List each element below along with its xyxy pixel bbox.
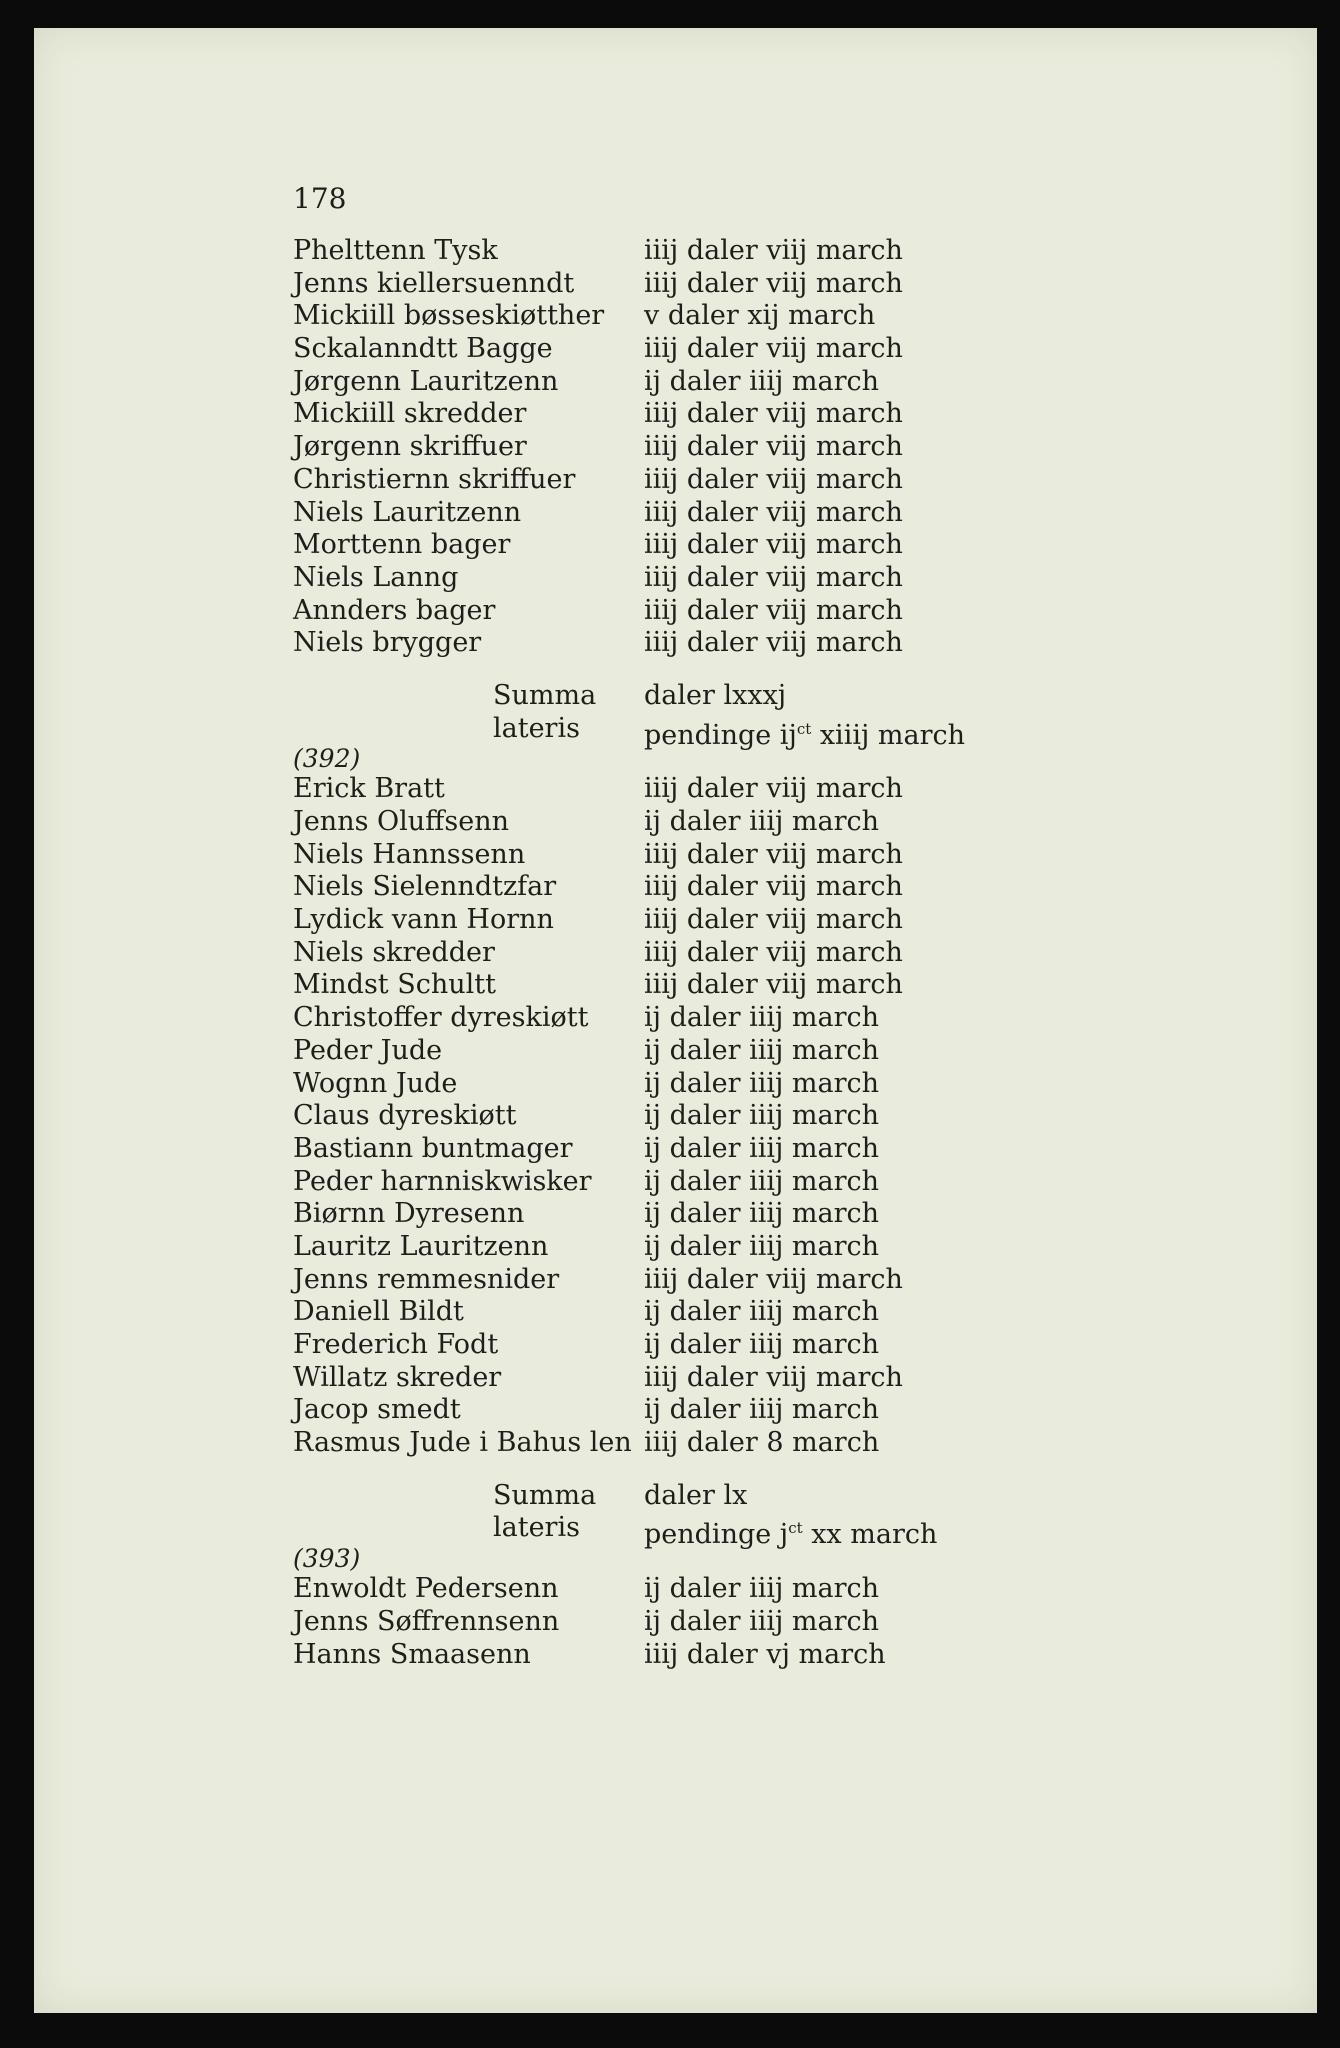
entry-name: Wognn Jude bbox=[293, 1067, 458, 1099]
page-number: 178 bbox=[293, 182, 347, 215]
entry-name: Christoffer dyreskiøtt bbox=[293, 1002, 589, 1034]
lateris-value-superscript: ct bbox=[788, 1519, 803, 1538]
summa-value: daler lxxxj bbox=[644, 679, 787, 711]
summa-row bbox=[293, 680, 965, 713]
ledger-entry bbox=[293, 871, 965, 904]
entry-name: Phelttenn Tysk bbox=[293, 235, 498, 266]
entry-name: Mickiill bøsseskiøtther bbox=[293, 300, 605, 332]
entry-name: Jørgenn skriffuer bbox=[293, 431, 527, 463]
entry-name: Hanns Smaasenn bbox=[293, 1638, 531, 1670]
ledger-entry bbox=[293, 1264, 965, 1297]
entry-amount: iiij daler viij march bbox=[644, 1361, 903, 1393]
entry-amount: ij daler iiij march bbox=[644, 1002, 880, 1034]
ledger-entry bbox=[293, 1329, 965, 1362]
lateris-row bbox=[293, 712, 966, 751]
ledger-entry bbox=[293, 1166, 965, 1199]
entry-amount: ij daler iiij march bbox=[644, 1573, 880, 1605]
entry-amount: iiij daler viij march bbox=[644, 594, 903, 626]
entry-amount: iiij daler viij march bbox=[644, 627, 903, 659]
entry-name: Enwoldt Pedersenn bbox=[293, 1573, 559, 1605]
ledger-entry bbox=[293, 1427, 965, 1460]
entry-amount: iiij daler viij march bbox=[644, 431, 903, 463]
ledger-entry bbox=[293, 806, 965, 839]
entry-name: Jenns remmesnider bbox=[293, 1263, 560, 1295]
entry-amount: iiij daler viij march bbox=[644, 838, 903, 870]
entry-name: Niels skredder bbox=[293, 936, 495, 968]
entry-amount: iiij daler viij march bbox=[644, 969, 903, 1001]
entry-name: Erick Bratt bbox=[293, 773, 445, 805]
ledger-entry bbox=[293, 1133, 965, 1166]
ledger-entry bbox=[293, 562, 965, 595]
lateris-value bbox=[644, 713, 966, 751]
ledger-entry bbox=[293, 627, 965, 660]
entry-amount: ij daler iiij march bbox=[644, 1165, 880, 1197]
entry-name: Claus dyreskiøtt bbox=[293, 1100, 517, 1132]
ledger-entry bbox=[293, 268, 965, 301]
ledger-entry bbox=[293, 1296, 965, 1329]
ledger-entry bbox=[293, 904, 965, 937]
entry-name: Rasmus Jude i Bahus len bbox=[293, 1427, 632, 1459]
entry-amount: iiij daler viij march bbox=[644, 496, 903, 528]
ledger-content bbox=[293, 183, 965, 1671]
entry-amount: iiij daler 8 march bbox=[644, 1427, 880, 1459]
entry-name: Niels Sielenndtzfar bbox=[293, 871, 557, 903]
ledger-entry bbox=[293, 1100, 965, 1133]
entry-amount: iiij daler viij march bbox=[644, 871, 903, 903]
entry-name: Niels Hannssenn bbox=[293, 838, 526, 870]
entry-amount: iiij daler viij march bbox=[644, 463, 903, 495]
spacer bbox=[293, 660, 965, 680]
ledger-entry bbox=[293, 1198, 965, 1231]
lateris-label: lateris bbox=[493, 1512, 580, 1544]
entry-amount: ij daler iiij march bbox=[644, 1394, 880, 1426]
ledger-entry bbox=[293, 1394, 965, 1427]
ledger-entry bbox=[293, 1639, 965, 1672]
ledger-entry bbox=[293, 1573, 965, 1606]
ledger-entry bbox=[293, 595, 965, 628]
ledger-entry bbox=[293, 773, 965, 806]
entry-name: Mickiill skredder bbox=[293, 398, 527, 430]
ledger-entry bbox=[293, 969, 965, 1002]
lateris-value bbox=[644, 1512, 938, 1551]
ledger-entry bbox=[293, 529, 965, 562]
ledger-entry bbox=[293, 398, 965, 431]
entry-name: Sckalanndtt Bagge bbox=[293, 333, 553, 365]
entry-name: Bastiann buntmager bbox=[293, 1132, 573, 1164]
entry-amount: ij daler iiij march bbox=[644, 1296, 880, 1328]
ledger-entry bbox=[293, 1231, 965, 1264]
spacer bbox=[293, 1460, 965, 1480]
ledger-entry bbox=[293, 839, 965, 872]
ledger-entry bbox=[293, 464, 965, 497]
ledger-entry bbox=[293, 937, 965, 970]
entry-name: Morttenn bager bbox=[293, 529, 511, 561]
entry-name: Peder harnniskwisker bbox=[293, 1165, 592, 1197]
entry-name: Lauritz Lauritzenn bbox=[293, 1230, 549, 1262]
entry-name: Niels Lauritzenn bbox=[293, 496, 522, 528]
lateris-value-rest: xx march bbox=[802, 1519, 938, 1551]
entry-name: Jørgenn Lauritzenn bbox=[293, 365, 559, 397]
entry-name: Peder Jude bbox=[293, 1034, 443, 1066]
entry-name: Jenns Oluffsenn bbox=[293, 806, 509, 837]
entry-name: Jenns Søffrennsenn bbox=[293, 1605, 560, 1637]
summa-label: Summa bbox=[493, 1479, 597, 1511]
sheet-reference: (393) bbox=[293, 1544, 361, 1574]
entry-name: Christiernn skriffuer bbox=[293, 463, 576, 495]
entry-amount: ij daler iiij march bbox=[644, 1100, 880, 1132]
ledger-entry bbox=[293, 1068, 965, 1101]
ledger-entry bbox=[293, 1362, 965, 1395]
summa-row bbox=[293, 1480, 965, 1513]
entry-amount: iiij daler viij march bbox=[644, 1263, 903, 1295]
entry-amount: v daler xij march bbox=[644, 300, 876, 332]
ledger-entry bbox=[293, 1606, 965, 1639]
entry-name: Lydick vann Hornn bbox=[293, 904, 554, 936]
lateris-value-main: pendinge j bbox=[644, 1519, 789, 1551]
ledger-entry bbox=[293, 333, 965, 366]
lateris-value-superscript: ct bbox=[796, 719, 812, 738]
entry-amount: ij daler iiij march bbox=[644, 1132, 880, 1164]
entry-name: Mindst Schultt bbox=[293, 969, 496, 1001]
entry-name: Jacop smedt bbox=[293, 1394, 461, 1426]
entry-amount: ij daler iiij march bbox=[644, 1230, 880, 1262]
entry-name: Daniell Bildt bbox=[293, 1296, 464, 1328]
ledger-entry bbox=[293, 1035, 965, 1068]
entry-name: Niels brygger bbox=[293, 627, 482, 659]
document-page bbox=[34, 28, 1317, 2013]
ledger-entry bbox=[293, 366, 965, 399]
entry-amount: ij daler iiij march bbox=[644, 806, 880, 837]
sheet-reference: (392) bbox=[293, 744, 361, 774]
entry-name: Annders bager bbox=[293, 594, 496, 626]
entry-name: Niels Lanng bbox=[293, 561, 459, 593]
entry-amount: iiij daler viij march bbox=[644, 773, 903, 805]
ledger-entry bbox=[293, 235, 965, 268]
entry-amount: iiij daler viij march bbox=[644, 333, 903, 365]
entry-amount: iiij daler viij march bbox=[644, 561, 903, 593]
entry-name: Frederich Fodt bbox=[293, 1329, 499, 1360]
ledger-entry bbox=[293, 1002, 965, 1035]
ledger-entry bbox=[293, 431, 965, 464]
entry-amount: iiij daler vj march bbox=[644, 1638, 886, 1670]
ledger bbox=[293, 235, 965, 1671]
entry-amount: iiij daler viij march bbox=[644, 904, 903, 936]
lateris-value-main: pendinge ij bbox=[644, 719, 797, 751]
entry-amount: ij daler iiij march bbox=[644, 1198, 880, 1230]
entry-amount: ij daler iiij march bbox=[644, 1067, 880, 1099]
entry-amount: iiij daler viij march bbox=[644, 936, 903, 968]
ledger-entry bbox=[293, 497, 965, 530]
entry-amount: ij daler iiij march bbox=[644, 365, 880, 397]
entry-amount: iiij daler viij march bbox=[644, 398, 903, 430]
summa-value: daler lx bbox=[644, 1479, 748, 1511]
entry-amount: iiij daler viij march bbox=[644, 267, 903, 299]
entry-name: Jenns kiellersuenndt bbox=[293, 267, 575, 299]
entry-amount: ij daler iiij march bbox=[644, 1329, 880, 1360]
lateris-value-rest: xiiij march bbox=[811, 719, 966, 751]
entry-name: Biørnn Dyresenn bbox=[293, 1198, 525, 1230]
entry-amount: ij daler iiij march bbox=[644, 1605, 880, 1637]
entry-amount: iiij daler viij march bbox=[644, 529, 903, 561]
lateris-row bbox=[293, 1512, 965, 1551]
summa-label: Summa bbox=[493, 679, 597, 711]
entry-name: Willatz skreder bbox=[293, 1361, 502, 1393]
entry-amount: iiij daler viij march bbox=[644, 235, 903, 266]
entry-amount: ij daler iiij march bbox=[644, 1034, 880, 1066]
lateris-label: lateris bbox=[493, 712, 580, 744]
ledger-entry bbox=[293, 300, 965, 333]
